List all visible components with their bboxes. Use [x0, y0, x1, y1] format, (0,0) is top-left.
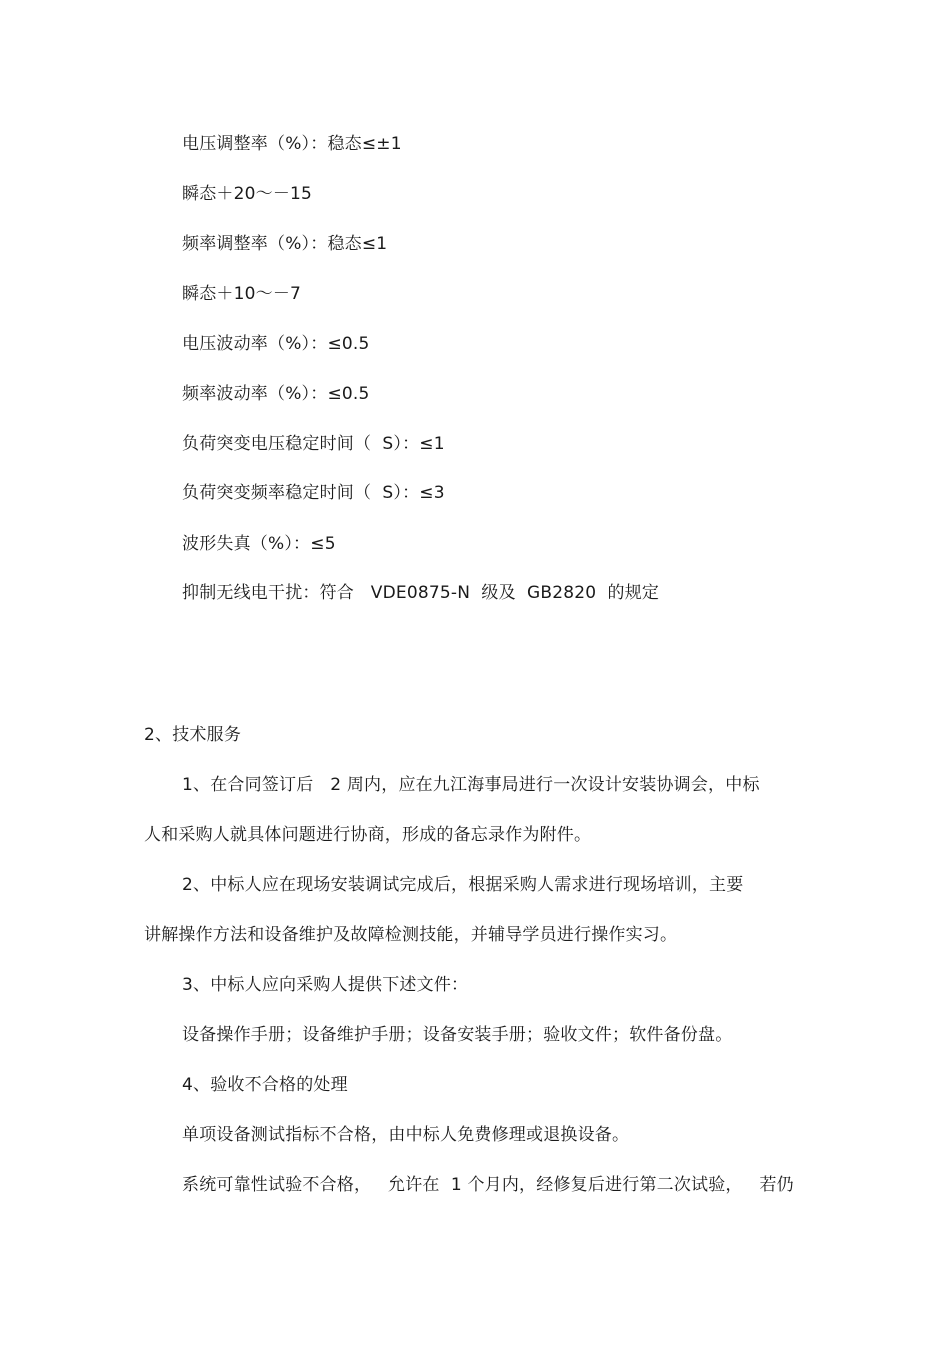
paragraph-2-line-1: 2、中标人应在现场安装调试完成后，根据采购人需求进行现场培训，主要 — [182, 875, 744, 895]
paragraph-3-line-1: 3、中标人应向采购人提供下述文件： — [182, 975, 469, 995]
spec-frequency-transient: 瞬态＋10～－7 — [182, 284, 302, 304]
spec-waveform-distortion: 波形失真（%）：≤5 — [182, 534, 336, 554]
spec-radio-interference: 抑制无线电干扰：符合 VDE0875-N 级及 GB2820 的规定 — [182, 583, 660, 603]
spec-load-frequency-settle: 负荷突变频率稳定时间（ S）：≤3 — [182, 483, 445, 503]
paragraph-1-line-1: 1、在合同签订后 2 周内，应在九江海事局进行一次设计安装协调会，中标 — [182, 775, 760, 795]
spec-voltage-transient: 瞬态＋20～－15 — [182, 184, 313, 204]
spec-frequency-fluctuation: 频率波动率（%）：≤0.5 — [182, 384, 370, 404]
spec-load-voltage-settle: 负荷突变电压稳定时间（ S）：≤1 — [182, 434, 445, 454]
paragraph-4-heading: 4、验收不合格的处理 — [182, 1075, 348, 1095]
paragraph-4-line-2: 系统可靠性试验不合格， 允许在 1 个月内，经修复后进行第二次试验， 若仍 — [182, 1175, 794, 1195]
paragraph-4-line-1: 单项设备测试指标不合格，由中标人免费修理或退换设备。 — [182, 1125, 630, 1145]
paragraph-1-line-2: 人和采购人就具体问题进行协商，形成的备忘录作为附件。 — [144, 825, 592, 845]
spec-voltage-fluctuation: 电压波动率（%）：≤0.5 — [182, 334, 370, 354]
spec-voltage-regulation: 电压调整率（%）：稳态≤±1 — [182, 134, 402, 154]
spec-frequency-regulation: 频率调整率（%）：稳态≤1 — [182, 234, 388, 254]
paragraph-2-line-2: 讲解操作方法和设备维护及故障检测技能，并辅导学员进行操作实习。 — [144, 925, 678, 945]
section-heading: 2、技术服务 — [144, 725, 242, 745]
paragraph-3-line-2: 设备操作手册；设备维护手册；设备安装手册；验收文件；软件备份盘。 — [182, 1025, 733, 1045]
